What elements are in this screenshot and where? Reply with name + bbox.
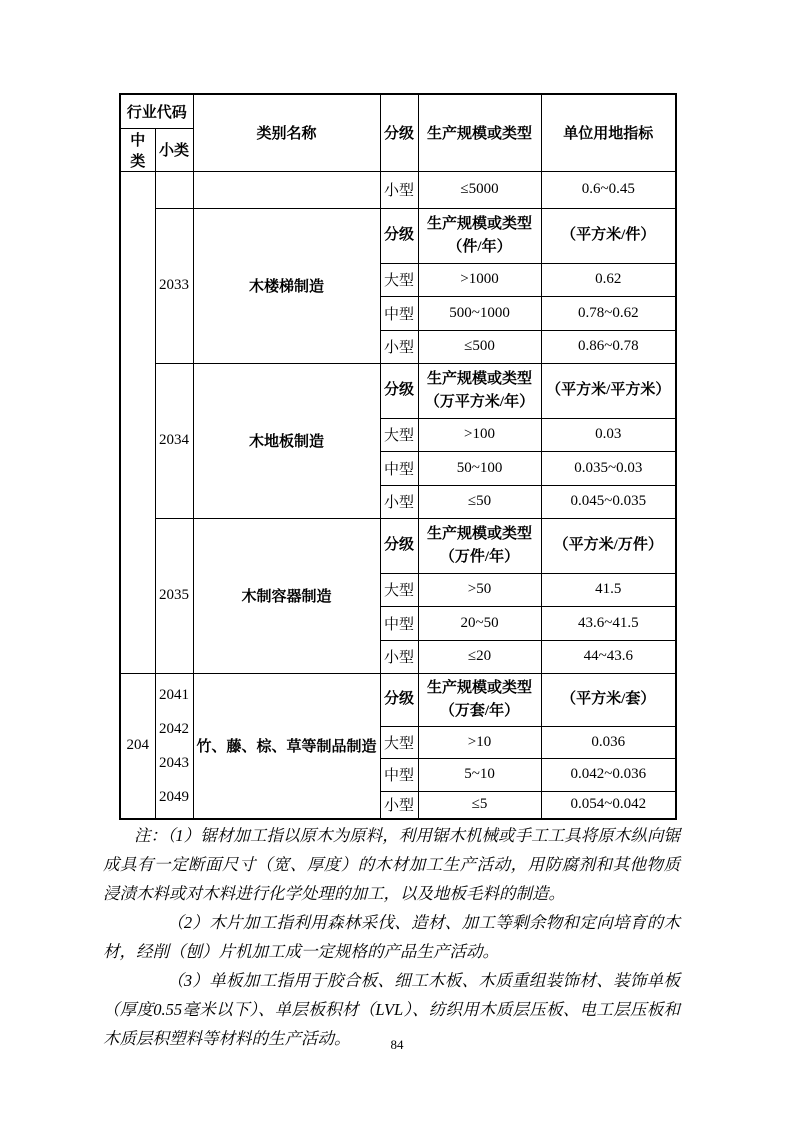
cell-small-code: 2034 xyxy=(155,363,193,518)
notes-block xyxy=(103,821,680,1053)
cell-indicator: 0.054~0.042 xyxy=(541,791,676,819)
cell-small-codes xyxy=(155,673,193,819)
cell-small-code: 2033 xyxy=(155,208,193,363)
cell-scale: 500~1000 xyxy=(418,296,541,330)
small-code: 2043 xyxy=(159,754,189,771)
cell-category: 木地板制造 xyxy=(193,363,380,518)
cell-indicator: 0.78~0.62 xyxy=(541,296,676,330)
subheader-grade: 分级 xyxy=(380,208,418,263)
cell-category-empty xyxy=(193,171,380,208)
subheader-scale xyxy=(418,518,541,573)
cell-scale: ≤5000 xyxy=(418,171,541,208)
cell-indicator: 41.5 xyxy=(541,573,676,606)
cell-indicator: 0.6~0.45 xyxy=(541,171,676,208)
cell-scale: ≤500 xyxy=(418,330,541,363)
subheader-scale-unit: （万平方米/年） xyxy=(424,393,535,410)
header-small-class: 小类 xyxy=(155,128,193,171)
header-category-name: 类别名称 xyxy=(193,94,380,171)
cell-grade: 大型 xyxy=(380,418,418,451)
cell-grade: 中型 xyxy=(380,606,418,640)
cell-indicator: 43.6~41.5 xyxy=(541,606,676,640)
cell-grade: 大型 xyxy=(380,726,418,758)
cell-scale: >100 xyxy=(418,418,541,451)
cell-grade: 小型 xyxy=(380,640,418,673)
section-subheader-row xyxy=(120,363,676,418)
cell-indicator: 0.035~0.03 xyxy=(541,451,676,485)
land-use-indicator-table xyxy=(119,93,677,820)
note-2: （2）木片加工指利用森林采伐、造材、加工等剩余物和定向培育的木材，经削（刨）片机加工成一定规格的产品生产活动。 xyxy=(103,913,680,961)
cell-grade: 中型 xyxy=(380,758,418,791)
cell-scale: ≤50 xyxy=(418,485,541,518)
cell-indicator: 0.03 xyxy=(541,418,676,451)
subheader-scale-unit: （万套/年） xyxy=(439,702,520,719)
cell-indicator: 0.042~0.036 xyxy=(541,758,676,791)
cell-indicator: 0.86~0.78 xyxy=(541,330,676,363)
cell-small-code: 2035 xyxy=(155,518,193,673)
small-code: 2042 xyxy=(159,720,189,737)
cell-indicator: 44~43.6 xyxy=(541,640,676,673)
cell-indicator: 0.045~0.035 xyxy=(541,485,676,518)
cell-scale: ≤5 xyxy=(418,791,541,819)
subheader-scale xyxy=(418,363,541,418)
subheader-scale-title: 生产规模或类型 xyxy=(427,215,533,232)
cell-indicator: 0.62 xyxy=(541,263,676,296)
section-subheader-row xyxy=(120,518,676,573)
cell-small-code-empty xyxy=(155,171,193,208)
subheader-grade: 分级 xyxy=(380,673,418,726)
note-3: （3）单板加工指用于胶合板、细工木板、木质重组装饰材、装饰单板（厚度0.55毫米以下）、单层板积材（LVL）、纺织用木质层压板、电工层压板和木质层积塑料等材料的生产活动。 xyxy=(103,971,680,1048)
page-number: 84 xyxy=(390,1037,404,1052)
section-subheader-row xyxy=(120,208,676,263)
header-grade: 分级 xyxy=(380,94,418,171)
subheader-scale-title: 生产规模或类型 xyxy=(427,679,533,696)
subheader-indicator-unit: （平方米/件） xyxy=(541,208,676,263)
subheader-scale-title: 生产规模或类型 xyxy=(427,370,533,387)
header-scale: 生产规模或类型 xyxy=(418,94,541,171)
cell-indicator: 0.036 xyxy=(541,726,676,758)
cell-scale: >1000 xyxy=(418,263,541,296)
cell-scale: 20~50 xyxy=(418,606,541,640)
header-industry-code: 行业代码 xyxy=(120,94,193,128)
cell-grade: 中型 xyxy=(380,451,418,485)
cell-scale: ≤20 xyxy=(418,640,541,673)
subheader-scale xyxy=(418,673,541,726)
cell-grade: 中型 xyxy=(380,296,418,330)
cell-grade: 小型 xyxy=(380,330,418,363)
subheader-indicator-unit: （平方米/平方米） xyxy=(541,363,676,418)
table-row xyxy=(120,171,676,208)
cell-grade: 小型 xyxy=(380,485,418,518)
subheader-scale-unit: （件/年） xyxy=(447,238,512,255)
cell-category: 竹、藤、棕、草等制品制造 xyxy=(193,673,380,819)
subheader-scale-title: 生产规模或类型 xyxy=(427,525,533,542)
small-code: 2041 xyxy=(159,686,189,703)
cell-category: 木制容器制造 xyxy=(193,518,380,673)
table-header-row-1 xyxy=(120,94,676,128)
header-mid-class: 中类 xyxy=(120,128,155,171)
subheader-grade: 分级 xyxy=(380,363,418,418)
subheader-grade: 分级 xyxy=(380,518,418,573)
header-indicator: 单位用地指标 xyxy=(541,94,676,171)
cell-category: 木楼梯制造 xyxy=(193,208,380,363)
cell-scale: >50 xyxy=(418,573,541,606)
cell-grade: 小型 xyxy=(380,791,418,819)
cell-scale: 5~10 xyxy=(418,758,541,791)
subheader-indicator-unit: （平方米/万件） xyxy=(541,518,676,573)
cell-scale: >10 xyxy=(418,726,541,758)
subheader-indicator-unit: （平方米/套） xyxy=(541,673,676,726)
cell-grade: 大型 xyxy=(380,263,418,296)
subheader-scale-unit: （万件/年） xyxy=(439,548,520,565)
cell-mid-code-empty xyxy=(120,171,155,673)
subheader-scale xyxy=(418,208,541,263)
cell-grade: 小型 xyxy=(380,171,418,208)
note-1: 注：（1）锯材加工指以原木为原料，利用锯木机械或手工工具将原木纵向锯成具有一定断面尺寸（宽、厚度）的木材加工生产活动，用防腐剂和其他物质浸渍木料或对木料进行化学处理的加工，以及地板毛料的制造。 xyxy=(103,826,680,903)
section-subheader-row xyxy=(120,673,676,726)
cell-grade: 大型 xyxy=(380,573,418,606)
cell-scale: 50~100 xyxy=(418,451,541,485)
small-code: 2049 xyxy=(159,788,189,805)
cell-mid-code: 204 xyxy=(120,673,155,819)
